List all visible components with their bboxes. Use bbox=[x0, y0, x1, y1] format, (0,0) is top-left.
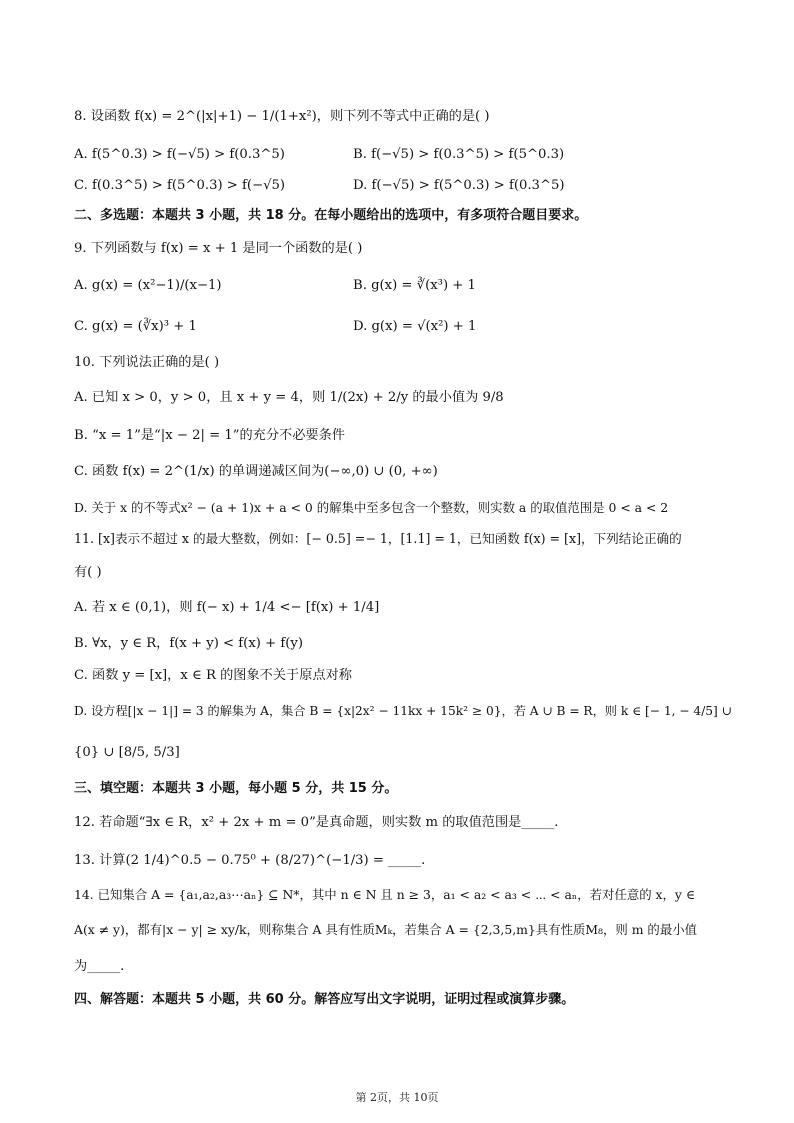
q11-option-a: A. 若 x ∈ (0,1)，则 f(− x) + 1/4 <− [f(x) + 1/4] bbox=[74, 600, 380, 615]
q10-stem: 10. 下列说法正确的是( ) bbox=[74, 355, 220, 370]
q14-line3: 为_____. bbox=[74, 959, 125, 974]
q10-option-b: B. “x = 1”是“|x − 2| = 1”的充分不必要条件 bbox=[74, 428, 345, 443]
q9-option-a: A. g(x) = (x²−1)/(x−1) bbox=[74, 278, 222, 293]
q14-line1: 14. 已知集合 A = {a₁,a₂,a₃⋯aₙ} ⊆ N*，其中 n ∈ N 且 n ≥ 3，a₁ < a₂ < a₃ < ⋯ < aₙ，若对任意的 x，y ∈ bbox=[74, 887, 696, 902]
q11-option-d-line1: D. 设方程[|x − 1|] = 3 的解集为 A，集合 B = {x|2x² − 11kx + 15k² ≥ 0}，若 A ∪ B = R，则 k ∈ [− 1, − 4/5] ∪ bbox=[74, 704, 732, 718]
q11-stem-line1: 11. [x]表示不超过 x 的最大整数，例如：[− 0.5] =− 1，[1.1] = 1，已知函数 f(x) = [x]，下列结论正确的 bbox=[74, 531, 682, 546]
q11-stem-line2: 有( ) bbox=[74, 565, 102, 580]
q10-option-c: C. 函数 f(x) = 2^(1/x) 的单调递减区间为(−∞,0) ∪ (0, +∞) bbox=[74, 464, 438, 479]
q10-option-d: D. 关于 x 的不等式x² − (a + 1)x + a < 0 的解集中至多包含一个整数，则实数 a 的取值范围是 0 < a < 2 bbox=[74, 500, 669, 515]
q10-option-a: A. 已知 x > 0，y > 0，且 x + y = 4，则 1/(2x) + 2/y 的最小值为 9/8 bbox=[74, 390, 504, 405]
q11-option-c: C. 函数 y = [x]，x ∈ R 的图象不关于原点对称 bbox=[74, 668, 352, 683]
q12: 12. 若命题“∃x ∈ R，x² + 2x + m = 0”是真命题，则实数 m 的取值范围是_____. bbox=[74, 815, 559, 830]
section-2-heading: 二、多选题：本题共 3 小题，共 18 分。在每小题给出的选项中，有多项符合题目要求。 bbox=[74, 208, 588, 223]
q8-options-row2 bbox=[74, 177, 714, 195]
q8-options-row1 bbox=[74, 146, 714, 164]
q14-line2: A(x ≠ y)，都有|x − y| ≥ xy/k，则称集合 A 具有性质Mₖ，若集合 A = {2,3,5,m}具有性质M₈，则 m 的最小值 bbox=[74, 922, 697, 937]
q8-option-d: D. f(−√5) > f(5^0.3) > f(0.3^5) bbox=[353, 178, 565, 193]
q9-options-row1 bbox=[74, 277, 714, 295]
q11-option-d-line2: {0} ∪ [8/5, 5/3] bbox=[74, 745, 180, 760]
q8-stem: 8. 设函数 f(x) = 2^(|x|+1) − 1/(1+x²)，则下列不等式中正确的是( ) bbox=[74, 109, 490, 124]
section-3-heading: 三、填空题：本题共 3 小题，每小题 5 分，共 15 分。 bbox=[74, 781, 398, 796]
q8-option-b: B. f(−√5) > f(0.3^5) > f(5^0.3) bbox=[353, 147, 565, 162]
q11-option-b: B. ∀x，y ∈ R，f(x + y) < f(x) + f(y) bbox=[74, 636, 303, 651]
q8-option-c: C. f(0.3^5) > f(5^0.3) > f(−√5) bbox=[74, 178, 286, 193]
page-footer: 第 2页，共 10页 bbox=[355, 1091, 439, 1104]
q9-options-row2 bbox=[74, 318, 714, 336]
q9-stem: 9. 下列函数与 f(x) = x + 1 是同一个函数的是( ) bbox=[74, 241, 363, 256]
q13: 13. 计算(2 1/4)^0.5 − 0.75⁰ + (8/27)^(−1/3) = _____. bbox=[74, 853, 426, 868]
q8-option-a: A. f(5^0.3) > f(−√5) > f(0.3^5) bbox=[74, 147, 285, 162]
q9-option-c: C. g(x) = (∛x)³ + 1 bbox=[74, 319, 197, 334]
section-4-heading: 四、解答题：本题共 5 小题，共 60 分。解答应写出文字说明，证明过程或演算步骤。 bbox=[74, 992, 575, 1007]
q9-option-b: B. g(x) = ∛(x³) + 1 bbox=[353, 278, 476, 293]
q9-option-d: D. g(x) = √(x²) + 1 bbox=[353, 319, 477, 334]
